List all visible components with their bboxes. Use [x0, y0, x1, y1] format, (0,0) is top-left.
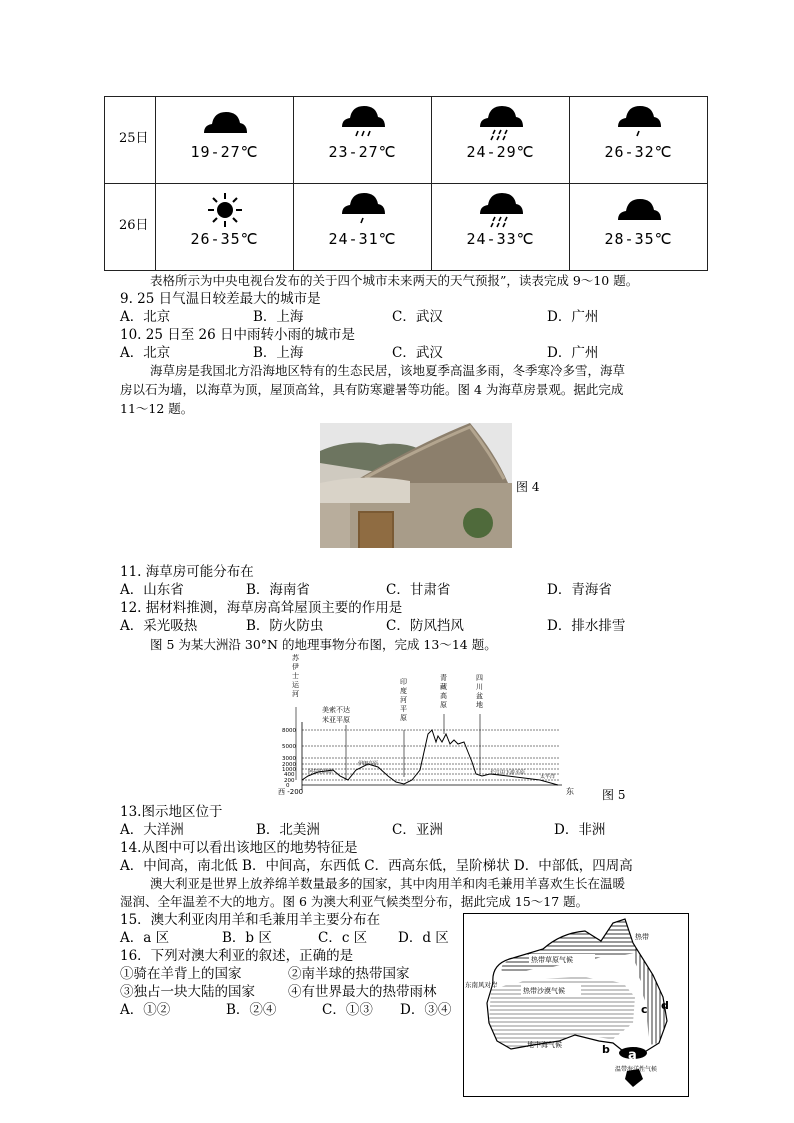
region-d-label: d [661, 999, 669, 1012]
option-b[interactable]: B．上海 [253, 309, 304, 325]
option-d[interactable]: D．广州 [547, 309, 599, 325]
label-pacific: 太平洋 [540, 774, 556, 780]
label-trade-wind: 东南风对岸 [465, 981, 498, 989]
question-12-stem: 12. 据材料推测，海草房高耸屋顶主要的作用是 [120, 600, 403, 616]
label-tropical: 热带 [635, 933, 649, 941]
question-10-stem: 10. 25 日至 26 日中雨转小雨的城市是 [120, 327, 355, 343]
question-16-item-2: ②南半球的热带国家 [288, 966, 410, 982]
temperature-range: 28-35℃ [604, 230, 673, 248]
option-a[interactable]: A．a 区 [120, 930, 170, 946]
svg-text:5000: 5000 [282, 744, 296, 750]
option-b[interactable]: B．b 区 [222, 930, 272, 946]
option-a[interactable]: A．大洋洲 [120, 822, 184, 838]
label-mesopotamia-2: 米亚平原 [322, 716, 350, 724]
svg-text:2000: 2000 [282, 762, 296, 768]
label-tropical-desert: 热带沙漠气候 [523, 987, 565, 995]
temperature-range: 24-33℃ [466, 230, 535, 248]
option-a[interactable]: A．山东省 [120, 582, 184, 598]
svg-text:1000: 1000 [282, 767, 296, 773]
australia-climate-map [463, 913, 689, 1097]
intro-15-17-line2: 湿润、全年温差不大的地方。图 6 为澳大利亚气候类型分布，据此完成 15～17 题。 [120, 894, 589, 909]
option-b[interactable]: B．海南省 [246, 582, 310, 598]
moderate-rain-icon [476, 103, 526, 143]
day-label: 26日 [119, 218, 149, 233]
intro-9-10: 表格所示为中央电视台发布的关于四个城市未来两天的天气预报”，读表完成 9～10 题。 [150, 273, 639, 288]
day-label: 25日 [119, 131, 149, 146]
label-east: 东 [566, 787, 574, 796]
light-rain-icon [614, 103, 664, 143]
option-b[interactable]: B．防火防虫 [246, 618, 324, 634]
option-c[interactable]: C．c 区 [318, 930, 368, 946]
region-a-label: a [628, 1048, 637, 1063]
question-16-item-3: ③独占一块大陆的国家 [120, 984, 255, 1000]
question-9-stem: 9. 25 日气温日较差最大的城市是 [120, 291, 321, 307]
option-a[interactable]: A．采光吸热 [120, 618, 198, 634]
svg-text:3000: 3000 [282, 756, 296, 762]
option-d[interactable]: D．青海省 [547, 582, 612, 598]
intro-15-17-line1: 澳大利亚是世界上放养绵羊数量最多的国家，其中肉用羊和肉毛兼用羊喜欢生长在温暖 [150, 876, 626, 891]
temperature-range: 26-35℃ [190, 230, 259, 248]
cloud-icon [614, 190, 664, 230]
light-rain-icon [338, 103, 388, 143]
region-c-label: c [641, 1003, 648, 1016]
option-a[interactable]: A．北京 [120, 345, 171, 361]
option-d[interactable]: D．排水排雪 [547, 618, 626, 634]
svg-text:400: 400 [284, 772, 295, 778]
question-16-item-4: ④有世界最大的热带雨林 [288, 984, 437, 1000]
option-b[interactable]: B．北美洲 [256, 822, 320, 838]
weather-table [104, 96, 708, 271]
question-16-stem: 16．下列对澳大利亚的叙述，正确的是 [120, 948, 354, 964]
label-suez-canal: 苏伊士运河 [292, 654, 299, 698]
label-indus-plain: 印度河平原 [400, 678, 407, 722]
option-b[interactable]: B．上海 [253, 345, 304, 361]
question-15-stem: 15．澳大利亚肉用羊和毛兼用羊主要分布在 [120, 912, 381, 928]
option-c[interactable]: C．甘肃省 [386, 582, 451, 598]
option-a[interactable]: A．①② [120, 1002, 171, 1018]
label-mesopotamia: 美索不达 [322, 706, 350, 714]
label-arabian-plateau: 阿拉伯高原 [308, 769, 334, 775]
svg-text:200: 200 [284, 778, 295, 784]
label-yangtze-plain: 长江中下游平原 [490, 770, 526, 776]
svg-text:0: 0 [286, 783, 290, 789]
label-mediterranean: 地中海气候 [527, 1041, 562, 1049]
sun-icon [200, 190, 250, 230]
temperature-range: 24-31℃ [328, 230, 397, 248]
figure-5-profile [278, 652, 598, 798]
option-d[interactable]: D．d 区 [398, 930, 449, 946]
intro-11-12-line3: 11～12 题。 [120, 401, 194, 416]
label-tibet-plateau: 青藏高原 [440, 674, 447, 709]
label-west: 西 -200 [278, 788, 304, 796]
option-b[interactable]: B．②④ [226, 1002, 277, 1018]
temperature-range: 19-27℃ [190, 143, 259, 161]
label-temperate-oceanic: 温带海洋性气候 [615, 1066, 658, 1073]
intro-11-12-line2: 房以石为墙，以海草为顶，屋顶高耸，具有防寒避暑等功能。图 4 为海草房景观。据此完成 [120, 382, 624, 397]
label-iran-plateau: 伊朗高原 [358, 761, 379, 767]
label-sichuan-basin: 四川盆地 [476, 674, 483, 709]
question-13-stem: 13.图示地区位于 [120, 804, 223, 820]
label-tropical-savanna: 热带草原气候 [531, 956, 573, 964]
intro-13-14: 图 5 为某大洲沿 30°N 的地理事物分布图，完成 13～14 题。 [150, 637, 497, 652]
weather-row-26 [105, 184, 708, 271]
weather-row-25 [105, 97, 708, 184]
option-c[interactable]: C．防风挡风 [386, 618, 464, 634]
option-d[interactable]: D．③④ [400, 1002, 452, 1018]
question-14-stem: 14.从图中可以看出该地区的地势特征是 [120, 840, 358, 856]
seaweed-house-photo [320, 423, 512, 548]
option-c[interactable]: C．亚洲 [392, 822, 443, 838]
cloud-icon [200, 103, 250, 143]
question-16-item-1: ①骑在羊背上的国家 [120, 966, 242, 982]
figure-5-label: 图 5 [602, 788, 626, 802]
region-b-label: b [602, 1043, 610, 1056]
option-d[interactable]: D．广州 [547, 345, 599, 361]
temperature-range: 24-29℃ [466, 143, 535, 161]
option-c[interactable]: C．①③ [322, 1002, 373, 1018]
option-d[interactable]: D．非洲 [554, 822, 606, 838]
option-c[interactable]: C．武汉 [392, 309, 443, 325]
temperature-range: 26-32℃ [604, 143, 673, 161]
temperature-range: 23-27℃ [328, 143, 397, 161]
option-a[interactable]: A．北京 [120, 309, 171, 325]
moderate-rain-icon [476, 190, 526, 230]
question-14-options[interactable]: A．中间高，南北低 B．中间高，东西低 C．西高东低，呈阶梯状 D．中部低，四周高 [120, 858, 633, 874]
option-c[interactable]: C．武汉 [392, 345, 443, 361]
question-11-stem: 11. 海草房可能分布在 [120, 564, 254, 580]
svg-text:8000: 8000 [282, 728, 296, 734]
intro-11-12-line1: 海草房是我国北方沿海地区特有的生态民居，该地夏季高温多雨，冬季寒冷多雪，海草 [150, 363, 626, 378]
light-rain-icon [338, 190, 388, 230]
figure-4-label: 图 4 [516, 480, 540, 494]
